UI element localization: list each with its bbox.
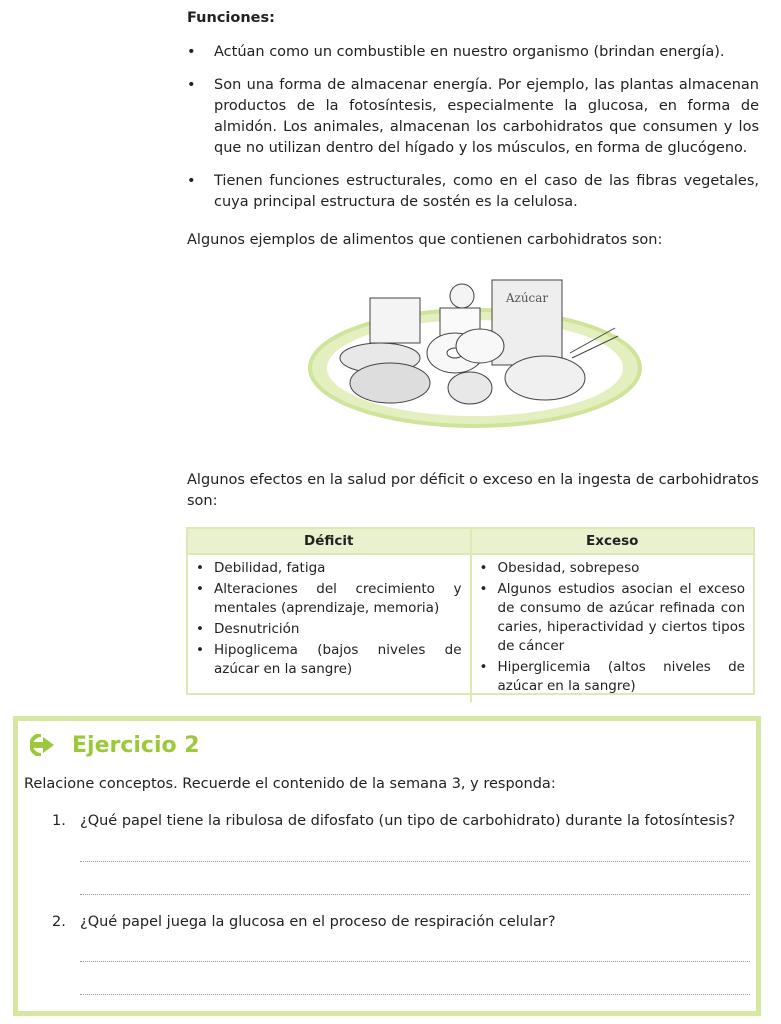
header-exceso: Exceso — [586, 533, 639, 549]
list-item: • Actúan como un combustible en nuestro organismo (brindan energía). — [187, 42, 759, 63]
answer-line[interactable] — [80, 994, 750, 995]
effects-table — [186, 527, 755, 695]
funciones-list — [187, 42, 759, 213]
header-deficit: Déficit — [188, 529, 472, 553]
list-item: • Obesidad, sobrepeso — [480, 559, 746, 578]
question-text: ¿Qué papel juega la glucosa en el proceso de respiración celular? — [80, 914, 556, 930]
question-text: ¿Qué papel tiene la ribulosa de difosfato (un tipo de carbohidrato) durante la fotosíntesis? — [80, 813, 736, 829]
deficit-cell — [188, 555, 472, 702]
exercise-title: Ejercicio 2 — [72, 733, 200, 758]
examples-intro: Algunos ejemplos de alimentos que contienen carbohidratos son: — [187, 232, 663, 248]
exercise-intro: Relacione conceptos. Recuerde el contenido de la semana 3, y responda: — [24, 776, 556, 792]
sugar-bag-label: Azúcar — [505, 291, 549, 305]
carbohydrate-foods-illustration — [300, 268, 650, 438]
list-item: • Tienen funciones estructurales, como en el caso de las fibras vegetales, cuya principal estructura de sostén es la celulosa. — [187, 171, 759, 213]
question-number: 2. — [52, 914, 66, 930]
list-item: • Desnutrición — [196, 620, 462, 639]
list-item: • Algunos estudios asocian el exceso de consumo de azúcar refinada con caries, hiperactividad y ciertos tipos de cáncer — [480, 580, 746, 656]
exercise-box — [13, 716, 761, 1016]
answer-line[interactable] — [80, 961, 750, 962]
effects-intro: Algunos efectos en la salud por déficit o exceso en la ingesta de carbohidratos son: — [187, 472, 759, 509]
table-header — [188, 529, 753, 555]
list-item: • Hipoglicema (bajos niveles de azúcar en la sangre) — [196, 641, 462, 679]
question-number: 1. — [52, 813, 66, 829]
exceso-cell — [472, 555, 754, 702]
list-item: • Son una forma de almacenar energía. Por ejemplo, las plantas almacenan productos de la fotosíntesis, especialmente la glucosa, en forma de almidón. Los animales, almacenan los carbohidratos que consumen y los que no utilizan dentro del hígado y los músculos, en forma de glucógeno. — [187, 75, 759, 159]
list-item: • Alteraciones del crecimiento y mentales (aprendizaje, memoria) — [196, 580, 462, 618]
arrow-right-icon — [30, 734, 56, 756]
answer-line[interactable] — [80, 894, 750, 895]
list-item: • Debilidad, fatiga — [196, 559, 462, 578]
answer-line[interactable] — [80, 861, 750, 862]
funciones-heading: Funciones: — [187, 10, 275, 26]
list-item: • Hiperglicemia (altos niveles de azúcar en la sangre) — [480, 658, 746, 696]
